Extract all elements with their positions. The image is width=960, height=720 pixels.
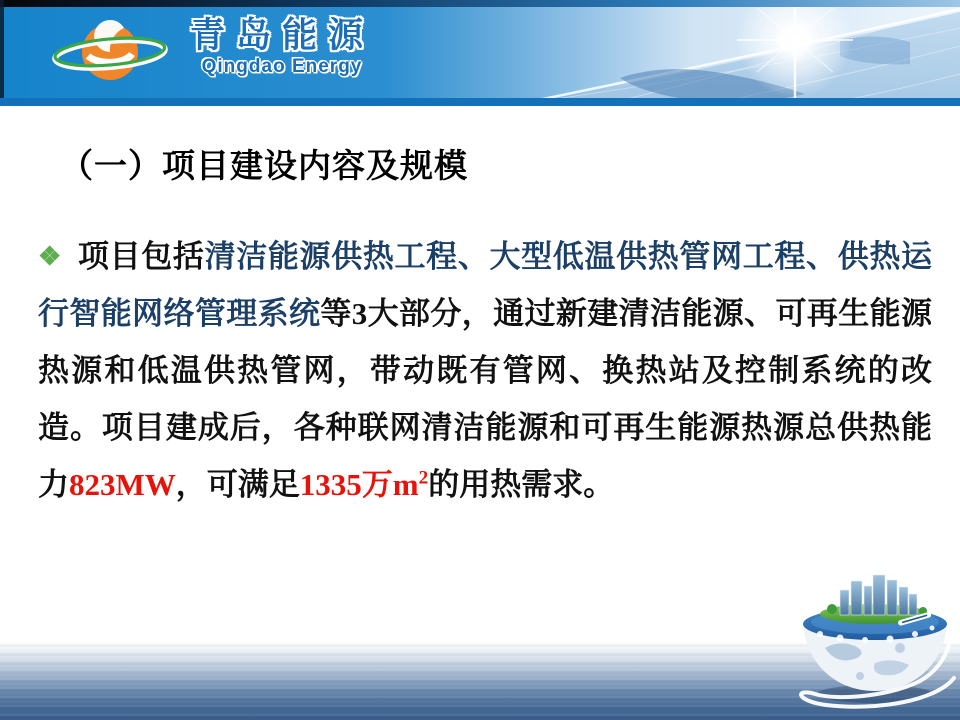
paragraph: [38, 228, 932, 513]
logo-globe-icon: [48, 12, 168, 92]
logo-title-cn: 青岛能源: [189, 16, 374, 55]
globe-city-graphic: [780, 568, 960, 716]
paragraph-segment: 823MW: [69, 467, 176, 502]
header-top-edge: [0, 0, 960, 7]
diamond-bullet-icon: ❖: [38, 242, 62, 271]
paragraph-segment: 1335万m: [299, 467, 419, 502]
header-bottom-strip: [0, 98, 960, 106]
paragraph-segment: ，可满足: [175, 467, 300, 502]
header-band: [0, 0, 960, 106]
tree-icon: [827, 604, 837, 614]
paragraph-segment: 项目包括: [77, 239, 205, 274]
logo-subtitle-en: Qingdao Energy: [201, 56, 363, 77]
paragraph-segment: 清洁能源供热工程、大型低温供热管网工程、供热运行智能网络管理系统: [38, 239, 933, 331]
paragraph-segment: 的用热需求。: [428, 467, 615, 502]
company-logo: [48, 12, 388, 96]
city-buildings: [840, 575, 917, 615]
paragraph-segment: 等3大部分，通过新建清洁能源、可再生能源热源和低温供热管网，带动既有管网、换热站及控制系统的改造。项目建成后，各种联网清洁能源和可再生能源热源总供热能力: [38, 296, 932, 502]
slide-title: （一）项目建设内容及规模: [60, 147, 468, 184]
paragraph-segment: 2: [418, 467, 429, 489]
